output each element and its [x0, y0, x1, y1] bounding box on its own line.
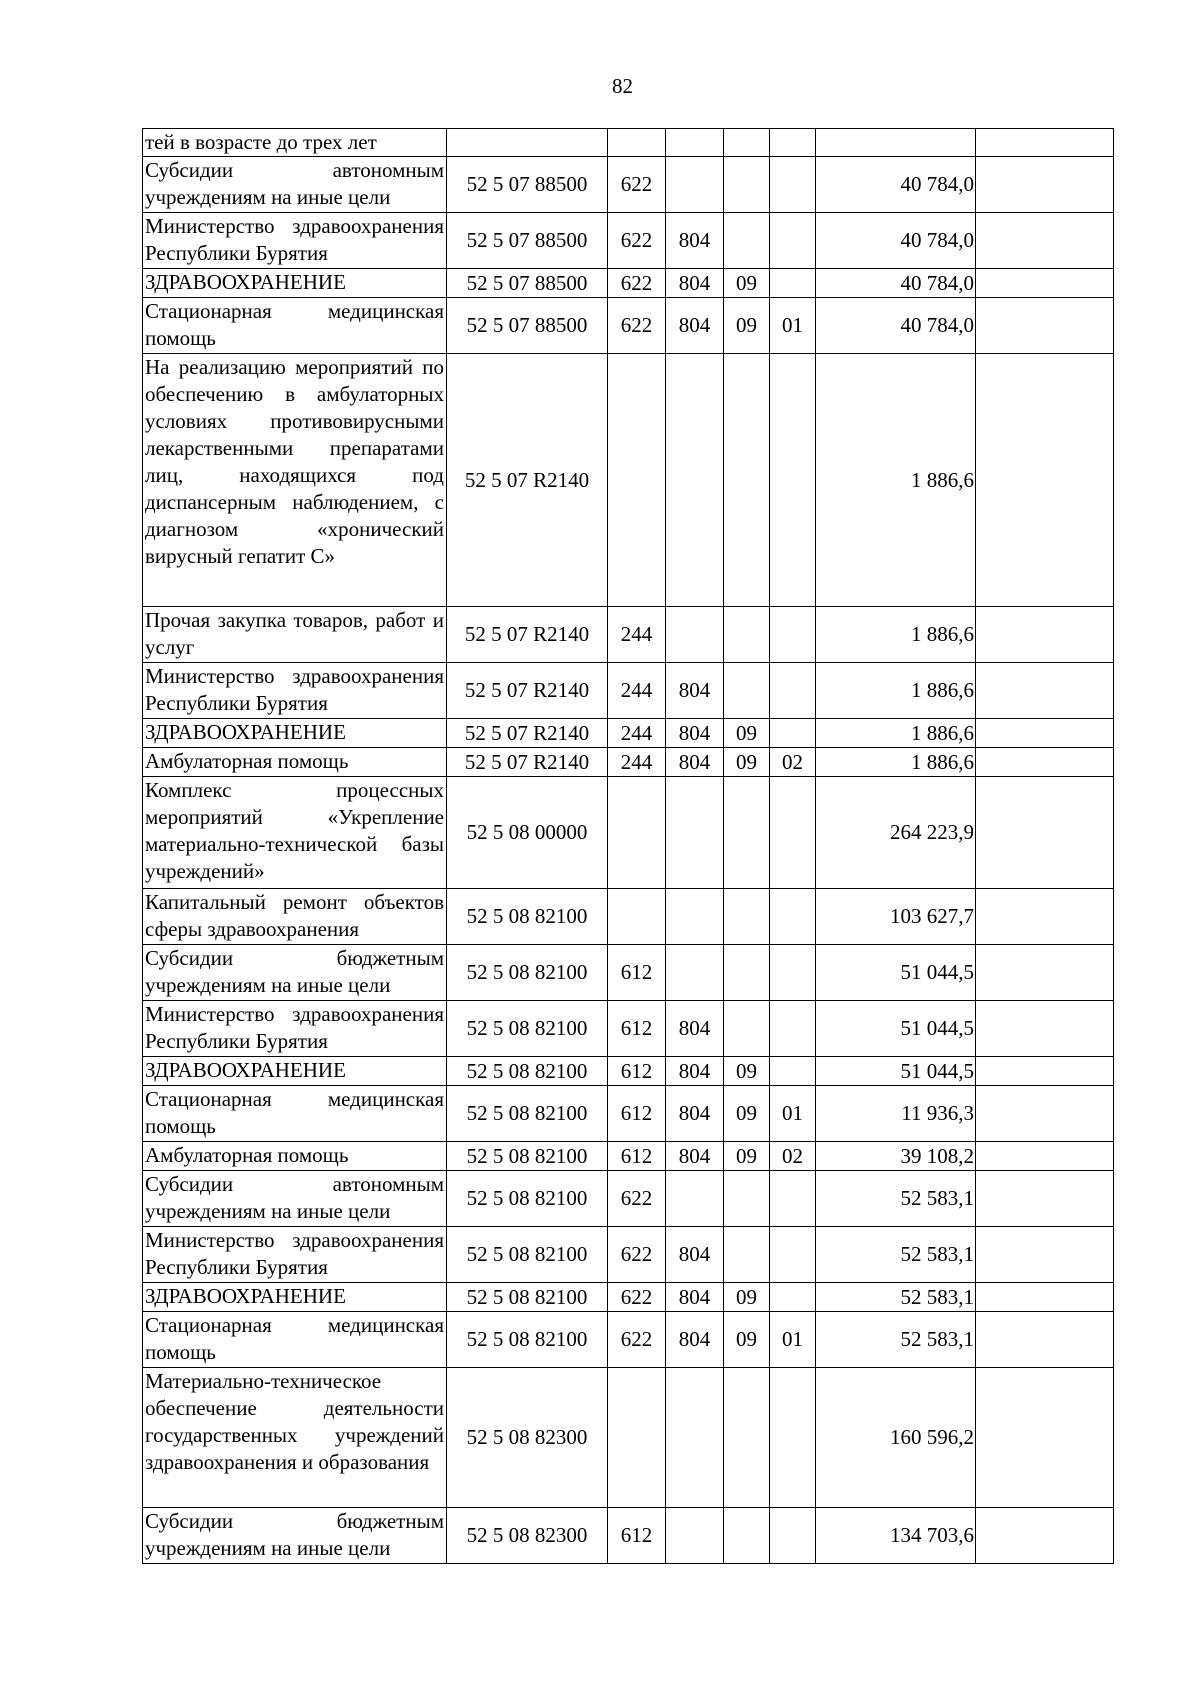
amount: 51 044,5	[816, 1001, 976, 1057]
grbs-code: 804	[666, 663, 724, 719]
section-code: 09	[724, 1057, 770, 1086]
subsection-code	[770, 945, 816, 1001]
grbs-code	[666, 945, 724, 1001]
amount: 1 886,6	[816, 719, 976, 748]
target-code: 52 5 07 R2140	[447, 748, 608, 777]
section-code	[724, 1227, 770, 1283]
extra	[976, 1368, 1114, 1508]
target-code: 52 5 07 R2140	[447, 607, 608, 663]
table-row	[143, 354, 1114, 607]
item-name: ЗДРАВООХРАНЕНИЕ	[143, 1057, 447, 1086]
section-code	[724, 607, 770, 663]
amount: 1 886,6	[816, 354, 976, 607]
extra	[976, 748, 1114, 777]
subsection-code: 01	[770, 298, 816, 354]
table-row	[143, 889, 1114, 945]
grbs-code	[666, 354, 724, 607]
table-row	[143, 269, 1114, 298]
table-row	[143, 945, 1114, 1001]
amount: 160 596,2	[816, 1368, 976, 1508]
section-code	[724, 157, 770, 213]
subsection-code	[770, 663, 816, 719]
item-name: Амбулаторная помощь	[143, 1142, 447, 1171]
grbs-code: 804	[666, 1312, 724, 1368]
subsection-code	[770, 889, 816, 945]
grbs-code: 804	[666, 1057, 724, 1086]
grbs-code: 804	[666, 1283, 724, 1312]
extra	[976, 298, 1114, 354]
table-row	[143, 777, 1114, 889]
subsection-code	[770, 1057, 816, 1086]
target-code: 52 5 08 82100	[447, 889, 608, 945]
item-name: Министерство здравоохранения Республики Бурятия	[143, 213, 447, 269]
table-row	[143, 1001, 1114, 1057]
section-code	[724, 663, 770, 719]
section-code: 09	[724, 1283, 770, 1312]
amount: 40 784,0	[816, 213, 976, 269]
kvr-code: 622	[608, 1283, 666, 1312]
subsection-code	[770, 1171, 816, 1227]
extra	[976, 1171, 1114, 1227]
amount: 52 583,1	[816, 1283, 976, 1312]
section-code	[724, 1368, 770, 1508]
item-name: ЗДРАВООХРАНЕНИЕ	[143, 1283, 447, 1312]
amount: 1 886,6	[816, 748, 976, 777]
amount: 1 886,6	[816, 663, 976, 719]
kvr-code	[608, 777, 666, 889]
target-code: 52 5 08 82100	[447, 1057, 608, 1086]
section-code: 09	[724, 1086, 770, 1142]
amount: 1 886,6	[816, 607, 976, 663]
extra	[976, 1312, 1114, 1368]
subsection-code	[770, 269, 816, 298]
extra	[976, 1057, 1114, 1086]
page-number: 82	[612, 74, 633, 98]
extra	[976, 607, 1114, 663]
extra	[976, 1227, 1114, 1283]
target-code: 52 5 07 88500	[447, 298, 608, 354]
grbs-code	[666, 157, 724, 213]
grbs-code: 804	[666, 1142, 724, 1171]
subsection-code	[770, 157, 816, 213]
extra	[976, 1086, 1114, 1142]
section-code	[724, 1001, 770, 1057]
subsection-code: 01	[770, 1312, 816, 1368]
item-name: Субсидии автономным учреждениям на иные цели	[143, 157, 447, 213]
item-name: Материально-техническое обеспечение деятельности государственных учреждений здравоохранения и образования	[143, 1368, 447, 1508]
amount	[816, 129, 976, 157]
amount: 40 784,0	[816, 157, 976, 213]
target-code: 52 5 08 82100	[447, 1227, 608, 1283]
section-code	[724, 354, 770, 607]
table-row	[143, 663, 1114, 719]
kvr-code: 622	[608, 1312, 666, 1368]
extra	[976, 945, 1114, 1001]
item-name: Комплекс процессных мероприятий «Укрепление материально-технической базы учреждений»	[143, 777, 447, 889]
section-code	[724, 1171, 770, 1227]
target-code: 52 5 08 82100	[447, 1171, 608, 1227]
subsection-code: 01	[770, 1086, 816, 1142]
grbs-code	[666, 1171, 724, 1227]
kvr-code: 244	[608, 719, 666, 748]
target-code: 52 5 07 R2140	[447, 663, 608, 719]
target-code: 52 5 08 82100	[447, 945, 608, 1001]
budget-table	[142, 128, 1114, 1564]
table-row	[143, 1086, 1114, 1142]
table-row	[143, 1283, 1114, 1312]
item-name: ЗДРАВООХРАНЕНИЕ	[143, 719, 447, 748]
kvr-code: 244	[608, 607, 666, 663]
amount: 40 784,0	[816, 269, 976, 298]
table-row	[143, 1312, 1114, 1368]
target-code: 52 5 07 R2140	[447, 719, 608, 748]
target-code: 52 5 07 88500	[447, 213, 608, 269]
table-row	[143, 1171, 1114, 1227]
item-name: Амбулаторная помощь	[143, 748, 447, 777]
extra	[976, 1142, 1114, 1171]
kvr-code: 612	[608, 945, 666, 1001]
table-row	[143, 129, 1114, 157]
extra	[976, 129, 1114, 157]
item-name: На реализацию мероприятий по обеспечению в амбулаторных условиях противовирусными лекарственными препаратами лиц, находящихся под диспансерным наблюдением, с диагнозом «хронический вирусный гепатит С»	[143, 354, 447, 607]
item-name: Министерство здравоохранения Республики Бурятия	[143, 1001, 447, 1057]
target-code: 52 5 08 82100	[447, 1001, 608, 1057]
item-name: ЗДРАВООХРАНЕНИЕ	[143, 269, 447, 298]
subsection-code	[770, 1508, 816, 1564]
item-name: Субсидии бюджетным учреждениям на иные цели	[143, 945, 447, 1001]
subsection-code	[770, 719, 816, 748]
section-code	[724, 129, 770, 157]
target-code: 52 5 07 R2140	[447, 354, 608, 607]
amount: 103 627,7	[816, 889, 976, 945]
table-row	[143, 1368, 1114, 1508]
table-row	[143, 213, 1114, 269]
kvr-code: 622	[608, 213, 666, 269]
grbs-code	[666, 607, 724, 663]
extra	[976, 1001, 1114, 1057]
target-code: 52 5 08 82300	[447, 1368, 608, 1508]
section-code: 09	[724, 719, 770, 748]
item-name: Субсидии бюджетным учреждениям на иные цели	[143, 1508, 447, 1564]
extra	[976, 889, 1114, 945]
item-name: Стационарная медицинская помощь	[143, 1312, 447, 1368]
amount: 52 583,1	[816, 1227, 976, 1283]
amount: 11 936,3	[816, 1086, 976, 1142]
grbs-code: 804	[666, 1227, 724, 1283]
subsection-code	[770, 354, 816, 607]
kvr-code: 622	[608, 1227, 666, 1283]
kvr-code: 244	[608, 663, 666, 719]
grbs-code	[666, 777, 724, 889]
kvr-code	[608, 889, 666, 945]
kvr-code: 612	[608, 1057, 666, 1086]
target-code: 52 5 08 82100	[447, 1142, 608, 1171]
kvr-code	[608, 354, 666, 607]
subsection-code: 02	[770, 1142, 816, 1171]
amount: 264 223,9	[816, 777, 976, 889]
grbs-code: 804	[666, 269, 724, 298]
section-code: 09	[724, 748, 770, 777]
section-code: 09	[724, 1312, 770, 1368]
amount: 39 108,2	[816, 1142, 976, 1171]
target-code: 52 5 08 82100	[447, 1283, 608, 1312]
item-name: тей в возрасте до трех лет	[143, 129, 447, 157]
table-body	[143, 129, 1114, 1564]
amount: 40 784,0	[816, 298, 976, 354]
kvr-code: 612	[608, 1508, 666, 1564]
grbs-code	[666, 889, 724, 945]
table-row	[143, 1142, 1114, 1171]
section-code	[724, 945, 770, 1001]
section-code: 09	[724, 1142, 770, 1171]
target-code: 52 5 08 00000	[447, 777, 608, 889]
grbs-code: 804	[666, 748, 724, 777]
table-row	[143, 1057, 1114, 1086]
item-name: Прочая закупка товаров, работ и услуг	[143, 607, 447, 663]
section-code: 09	[724, 298, 770, 354]
item-name: Министерство здравоохранения Республики Бурятия	[143, 663, 447, 719]
grbs-code	[666, 129, 724, 157]
extra	[976, 157, 1114, 213]
grbs-code: 804	[666, 1086, 724, 1142]
kvr-code: 622	[608, 298, 666, 354]
amount: 51 044,5	[816, 945, 976, 1001]
table-row	[143, 1508, 1114, 1564]
table-row	[143, 748, 1114, 777]
subsection-code	[770, 607, 816, 663]
grbs-code: 804	[666, 213, 724, 269]
table-row	[143, 157, 1114, 213]
subsection-code	[770, 213, 816, 269]
target-code: 52 5 07 88500	[447, 269, 608, 298]
amount: 52 583,1	[816, 1171, 976, 1227]
target-code: 52 5 08 82100	[447, 1312, 608, 1368]
kvr-code: 612	[608, 1001, 666, 1057]
item-name: Стационарная медицинская помощь	[143, 298, 447, 354]
subsection-code	[770, 1368, 816, 1508]
extra	[976, 269, 1114, 298]
subsection-code: 02	[770, 748, 816, 777]
kvr-code: 622	[608, 157, 666, 213]
table-row	[143, 607, 1114, 663]
grbs-code: 804	[666, 719, 724, 748]
amount: 51 044,5	[816, 1057, 976, 1086]
item-name: Капитальный ремонт объектов сферы здравоохранения	[143, 889, 447, 945]
grbs-code	[666, 1508, 724, 1564]
grbs-code: 804	[666, 1001, 724, 1057]
section-code	[724, 1508, 770, 1564]
kvr-code: 244	[608, 748, 666, 777]
target-code	[447, 129, 608, 157]
section-code: 09	[724, 269, 770, 298]
subsection-code	[770, 129, 816, 157]
subsection-code	[770, 777, 816, 889]
kvr-code: 612	[608, 1086, 666, 1142]
kvr-code: 612	[608, 1142, 666, 1171]
grbs-code: 804	[666, 298, 724, 354]
amount: 134 703,6	[816, 1508, 976, 1564]
item-name: Стационарная медицинская помощь	[143, 1086, 447, 1142]
table-row	[143, 719, 1114, 748]
table-row	[143, 298, 1114, 354]
kvr-code: 622	[608, 269, 666, 298]
kvr-code	[608, 129, 666, 157]
extra	[976, 354, 1114, 607]
extra	[976, 1508, 1114, 1564]
extra	[976, 777, 1114, 889]
subsection-code	[770, 1227, 816, 1283]
item-name: Министерство здравоохранения Республики Бурятия	[143, 1227, 447, 1283]
section-code	[724, 213, 770, 269]
kvr-code	[608, 1368, 666, 1508]
section-code	[724, 777, 770, 889]
extra	[976, 213, 1114, 269]
amount: 52 583,1	[816, 1312, 976, 1368]
extra	[976, 663, 1114, 719]
target-code: 52 5 08 82300	[447, 1508, 608, 1564]
extra	[976, 1283, 1114, 1312]
section-code	[724, 889, 770, 945]
kvr-code: 622	[608, 1171, 666, 1227]
extra	[976, 719, 1114, 748]
grbs-code	[666, 1368, 724, 1508]
target-code: 52 5 07 88500	[447, 157, 608, 213]
item-name: Субсидии автономным учреждениям на иные цели	[143, 1171, 447, 1227]
subsection-code	[770, 1283, 816, 1312]
target-code: 52 5 08 82100	[447, 1086, 608, 1142]
subsection-code	[770, 1001, 816, 1057]
table-row	[143, 1227, 1114, 1283]
